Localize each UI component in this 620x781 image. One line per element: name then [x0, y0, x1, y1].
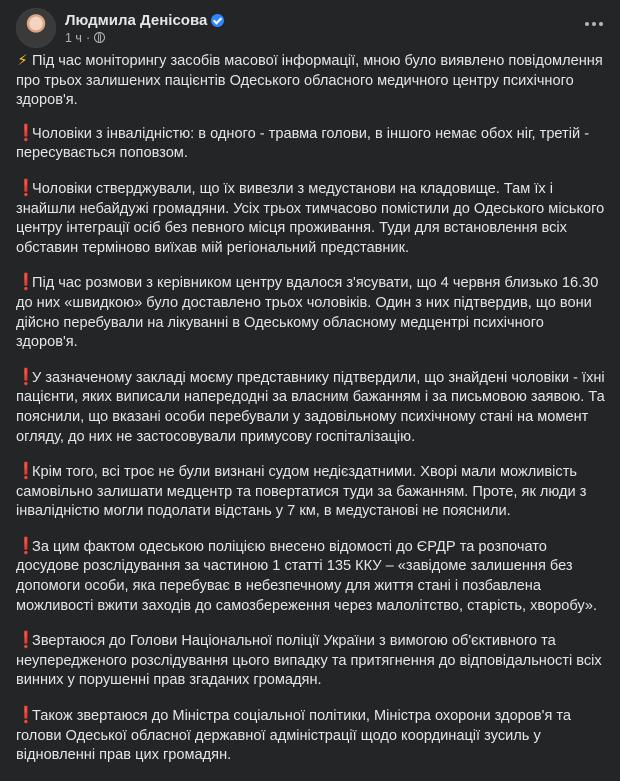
paragraph-text: Чоловіки стверджували, що їх вивезли з медустанови на кладовище. Там їх і знайшли небайдужі громадяни. Усіх трьох тимчасово помістили до Одеського міського центру інтеграції осіб без певного місця проживання. Туди для встановлення всіх обставин терміново виїхав мій регіональний представник.: [16, 180, 605, 256]
post-paragraph: [16, 273, 608, 352]
author-name[interactable]: Людмила Денісова: [65, 11, 208, 29]
paragraph-text: У зазначеному закладі моєму представнику підтвердили, що знайдені чоловіки - їхні пацієнти, яких виписали напередодні за власним бажанням і за письмовою заявою. Та пояснили, що вказані особи перебували у задовільному психічному стані на момент огляду, до них не застосовували примусову госпіталізацію.: [16, 369, 605, 445]
paragraph-text: Під час розмови з керівником центру вдалося з'ясувати, що 4 червня близько 16.30 до них «швидкою» було доставлено трьох чоловіків. Один з них підтвердив, що вони дійсно перебували на лікуванні в Одеському обласному медцентрі психічного здоров'я.: [16, 275, 599, 351]
author-row: [65, 12, 224, 29]
more-options-button[interactable]: [582, 12, 606, 36]
paragraph-text: За цим фактом одеською поліцією внесено відомості до ЄРДР та розпочато досудове розслідування за частиною 1 статті 135 ККУ – «завідоме залишення без допомоги особи, яка перебуває в небезпечному для життя стані і позбавлена можливості вжити заходів до самозбереження через малолітство, старість, хворобу».: [16, 538, 598, 614]
post-paragraph: [16, 631, 608, 691]
verified-badge-icon: [211, 14, 224, 27]
post-paragraph: [16, 124, 608, 164]
paragraph-text: Крім того, всі троє не були визнані судом недієздатними. Хворі мали можливість самовільно залишати медцентр та повертатися туди за бажанням. Проте, як люди з інвалідністю могли подолати відстань у 7 км, в медустанові не пояснили.: [16, 464, 587, 520]
post-paragraph: [16, 462, 608, 522]
exclamation-icon: ❗: [16, 368, 36, 386]
paragraph-text: Звертаюся до Голови Національної поліції України з вимогою об'єктивного та неупередженого розслідування цього випадку та притягнення до відповідальності всіх винних у порушенні прав згаданих громадян.: [16, 633, 602, 689]
exclamation-icon: ❗: [16, 463, 36, 481]
more-options-icon: [599, 22, 603, 26]
separator: ·: [85, 30, 91, 45]
post-time[interactable]: 1 ч: [65, 30, 82, 45]
timestamp-row: [65, 31, 224, 45]
post-text: [16, 52, 608, 781]
lightning-icon: ⚡: [17, 53, 28, 69]
paragraph-text: Чоловіки з інвалідністю: в одного - травма голови, в іншого немає обох ніг, третій - пересувається поповзом.: [16, 125, 590, 162]
exclamation-icon: ❗: [16, 124, 36, 142]
exclamation-icon: ❗: [16, 537, 36, 555]
exclamation-icon: ❗: [16, 179, 36, 197]
exclamation-icon: ❗: [16, 632, 36, 650]
paragraph-text: Під час моніторингу засобів масової інформації, мною було виявлено повідомлення про трьох залишених пацієнтів Одеського обласного медичного центру психічного здоров'я.: [16, 53, 603, 109]
exclamation-icon: ❗: [16, 274, 36, 292]
avatar[interactable]: [16, 8, 56, 48]
more-options-icon: [592, 22, 596, 26]
post-paragraph: [16, 179, 608, 258]
post-paragraph: [16, 537, 608, 616]
post-meta: [65, 12, 224, 45]
post-paragraph: [16, 52, 608, 111]
globe-icon[interactable]: [94, 32, 105, 43]
paragraph-text: Також звертаюся до Міністра соціальної політики, Міністра охорони здоров'я та голови Одеської обласної державної адміністрації щодо координації зусиль у відновленні прав цих громадян.: [16, 708, 572, 764]
post-paragraph: [16, 706, 608, 766]
more-options-icon: [585, 22, 589, 26]
post-header: [16, 8, 224, 48]
exclamation-icon: ❗: [16, 707, 36, 725]
post-paragraph: [16, 368, 608, 447]
